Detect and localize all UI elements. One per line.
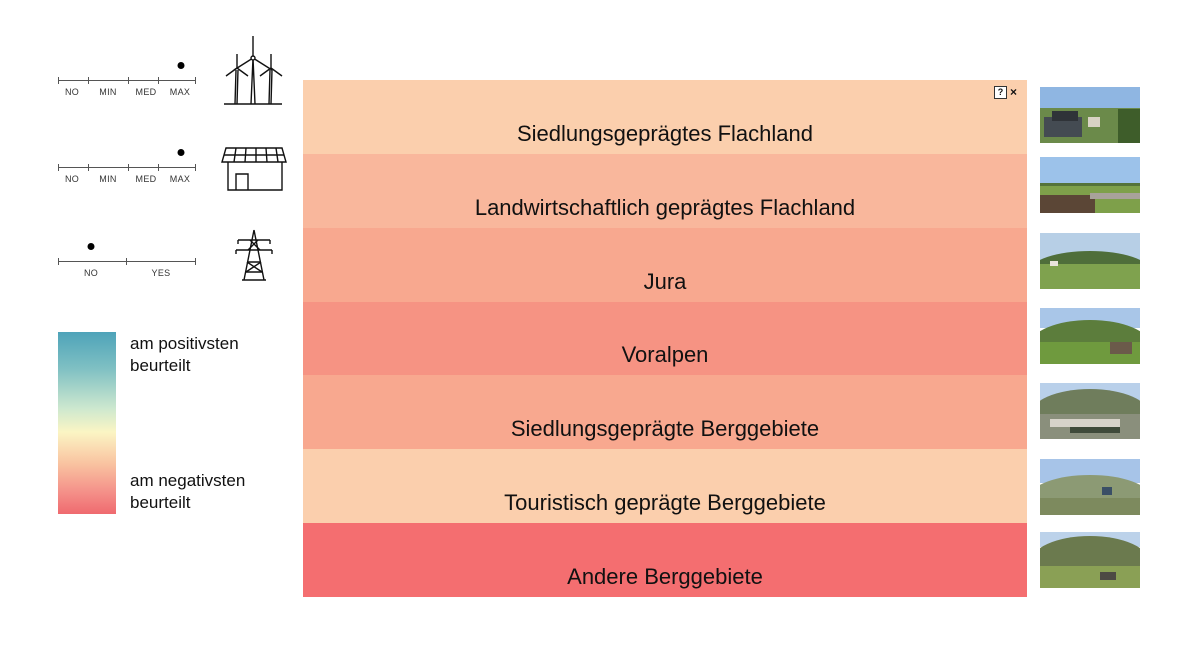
wind-scale[interactable] <box>58 62 198 102</box>
scale-tick <box>88 77 89 84</box>
region-band[interactable] <box>303 228 1027 302</box>
region-thumbnail-settlement-lowland[interactable] <box>1040 87 1140 143</box>
color-legend-bar <box>58 332 116 514</box>
help-button[interactable]: ? <box>994 86 1007 99</box>
region-label: Siedlungsgeprägte Berggebiete <box>510 416 820 442</box>
scale-option-no[interactable]: NO <box>83 268 99 278</box>
region-thumbnail-jura[interactable] <box>1040 233 1140 289</box>
scale-option-no[interactable]: NO <box>64 174 80 184</box>
scale-option-no[interactable]: NO <box>64 87 80 97</box>
region-band[interactable] <box>303 154 1027 228</box>
grid-scale[interactable] <box>58 243 198 283</box>
region-thumbnail-agri-lowland[interactable] <box>1040 157 1140 213</box>
region-label: Andere Berggebiete <box>567 564 763 590</box>
scale-option-med[interactable]: MED <box>135 174 157 184</box>
scale-option-max[interactable]: MAX <box>169 87 191 97</box>
solar-scale[interactable] <box>58 149 198 189</box>
scale-marker[interactable] <box>88 243 95 250</box>
region-band[interactable] <box>303 80 1027 154</box>
power-pylon-icon <box>232 228 276 282</box>
legend-negative-label: am negativsten beurteilt <box>130 471 246 512</box>
scale-option-med[interactable]: MED <box>135 87 157 97</box>
scale-tick <box>128 77 129 84</box>
region-band[interactable] <box>303 449 1027 523</box>
region-band[interactable] <box>303 302 1027 376</box>
scale-axis <box>58 261 196 262</box>
scale-tick <box>158 164 159 171</box>
scale-tick <box>58 164 59 171</box>
region-label: Touristisch geprägte Berggebiete <box>504 490 826 516</box>
wind-turbine-icon <box>222 34 284 106</box>
region-thumbnail-prealps[interactable] <box>1040 308 1140 364</box>
scale-tick <box>195 77 196 84</box>
solar-house-icon <box>220 144 288 194</box>
scale-axis <box>58 167 196 168</box>
region-thumbnail-settlement-mountains[interactable] <box>1040 383 1140 439</box>
scale-tick <box>195 258 196 265</box>
scale-tick <box>126 258 127 265</box>
region-band[interactable] <box>303 523 1027 597</box>
scale-axis <box>58 80 196 81</box>
region-thumbnail-other-mountains[interactable] <box>1040 532 1140 588</box>
scale-option-min[interactable]: MIN <box>99 87 117 97</box>
region-list <box>303 80 1027 597</box>
close-button[interactable]: × <box>1010 85 1018 99</box>
scale-option-min[interactable]: MIN <box>99 174 117 184</box>
scale-marker[interactable] <box>178 149 185 156</box>
scale-tick <box>128 164 129 171</box>
region-label: Landwirtschaftlich geprägtes Flachland <box>474 194 856 220</box>
scale-tick <box>158 77 159 84</box>
scale-tick <box>195 164 196 171</box>
scale-option-yes[interactable]: YES <box>151 268 171 278</box>
region-label: Siedlungsgeprägtes Flachland <box>517 120 813 146</box>
scale-tick <box>88 164 89 171</box>
region-label: Jura <box>643 268 687 294</box>
region-thumbnail-tourist-mountains[interactable] <box>1040 459 1140 515</box>
region-label: Voralpen <box>621 342 709 368</box>
scale-marker[interactable] <box>178 62 185 69</box>
scale-tick <box>58 258 59 265</box>
scale-option-max[interactable]: MAX <box>169 174 191 184</box>
scale-tick <box>58 77 59 84</box>
legend-positive-label: am positivsten beurteilt <box>130 334 239 375</box>
region-band[interactable] <box>303 375 1027 449</box>
